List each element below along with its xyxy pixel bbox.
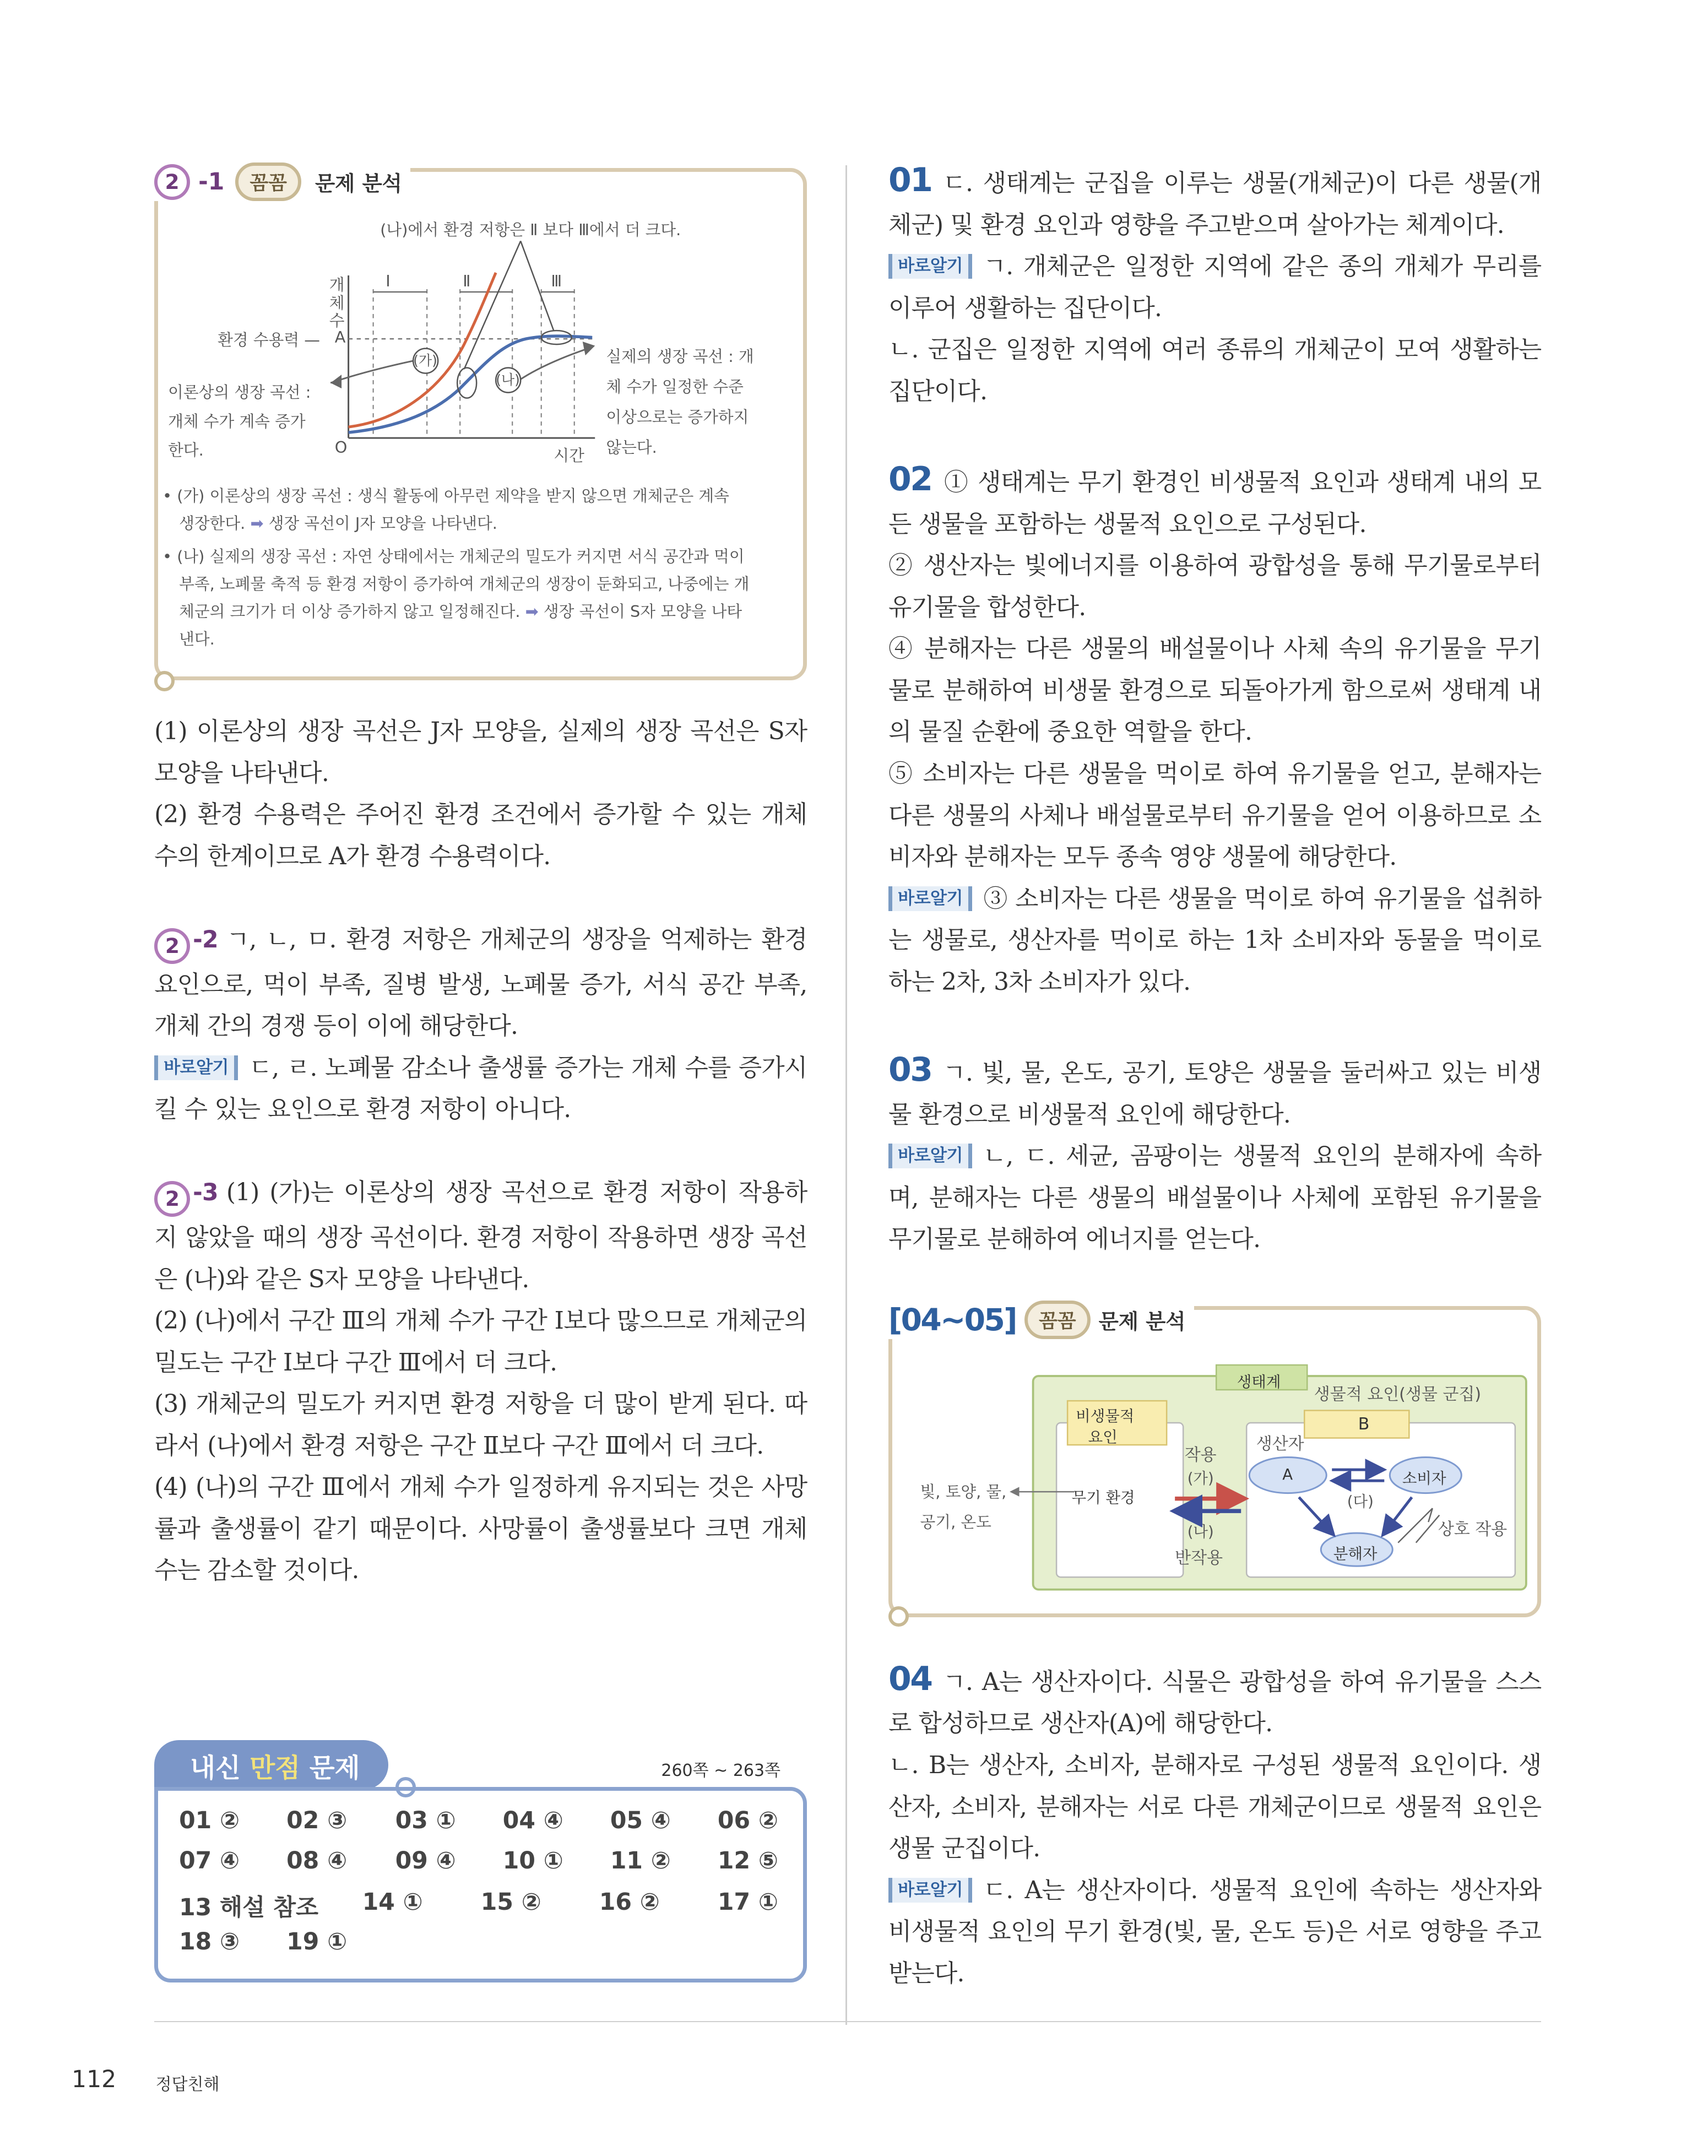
y-axis-label-3: 수 [329,311,345,331]
bullet-na-text-a: 체군의 크기가 더 이상 증가하지 않고 일정해진다. [179,602,520,621]
bullet-na-text-b: 생장 곡선이 S자 모양을 나타 [543,602,742,621]
question-number-badge: 2 [154,928,190,964]
y-axis-label-1: 개 [329,275,345,295]
consumer-label: 소비자 [1402,1469,1446,1487]
answer-04-baro-text: ㄷ. A는 생산자이다. 생물적 요인에 속하는 생산자와 비생물적 요인의 무기 환경(빛, 물, 온도 등)은 서로 영향을 주고받는다. [888,1876,1542,1987]
answer-2-3-1-text: (1) (가)는 이론상의 생장 곡선으로 환경 저항이 작용하지 않았을 때의 생장 곡선이다. 환경 저항이 작용하면 생장 곡선은 (나)와 같은 S자 모양을 나타낸다. [154,1178,807,1293]
answer-2-3-1 [154,1172,807,1300]
interval-3: Ⅲ [551,271,562,290]
naesin-title-a: 내신 [190,1753,250,1784]
answer-03-text: ㄱ. 빛, 물, 온도, 공기, 토양은 생물을 둘러싸고 있는 비생물 환경으로 비생물적 요인에 해당한다. [888,1059,1542,1129]
baro-badge: 바로알기 [888,1144,972,1168]
naesin-title [190,1747,360,1785]
analysis-box-04-05-header [888,1301,1194,1339]
bullet-ga [162,482,790,537]
arrow-icon: ➡ [245,514,269,533]
question-number: 03 [888,1050,932,1090]
answer-2-3-4: (4) (나)의 구간 Ⅲ에서 개체 수가 일정하게 유지되는 것은 사망률과 출생률이 같기 때문이다. 사망률이 출생률보다 크면 개체 수는 감소할 것이다. [154,1473,807,1585]
question-number-badge: 2 [154,1181,190,1217]
right-text-block-2 [888,1659,1541,1994]
answer-09: 09 ④ [395,1847,456,1875]
graph-top-annotation: (나)에서 환경 저항은 Ⅱ 보다 Ⅲ에서 더 크다. [380,220,681,240]
kkom-badge: 꼼꼼 [235,162,301,201]
x-axis-label: 시간 [554,446,584,465]
inorganic-label: 무기 환경 [1071,1488,1135,1507]
answer-02-2: ② 생산자는 빛에너지를 이용하여 광합성을 통해 무기물로부터 유기물을 합성한다. [888,551,1542,621]
answer-2-2-baro-text: ㄷ, ㄹ. 노폐물 감소나 출생률 증가는 개체 수를 증가시킬 수 있는 요인으로 환경 저항이 아니다. [154,1053,807,1124]
answer-2-1-2: (2) 환경 수용력은 주어진 환경 조건에서 증가할 수 있는 개체 수의 한계이므로 A가 환경 수용력이다. [154,800,807,870]
sources-label-2: 공기, 온도 [920,1512,991,1531]
da-label: (다) [1347,1493,1374,1511]
answer-02-baro-text: ③ 소비자는 다른 생물을 먹이로 하여 유기물을 섭취하는 생물로, 생산자를 먹이로 하는 1차 소비자와 동물을 먹이로 하는 2차, 3차 소비자가 있다. [888,884,1542,996]
producer-label: 생산자 [1256,1434,1304,1454]
abiotic-label-2: 요인 [1088,1428,1118,1446]
bullet-ga-line-2 [162,510,790,537]
naesin-header [154,1740,388,1790]
answer-01-text: ㄷ. 생태계는 군집을 이루는 생물(개체군)이 다른 생물(개체군) 및 환경 요인과 영향을 주고받으며 살아가는 체계이다. [888,169,1542,239]
box-dot [154,671,175,691]
ecosystem-label: 생태계 [1237,1373,1281,1391]
baro-badge: 바로알기 [888,1878,972,1903]
answer-19: 19 ① [286,1929,348,1956]
naesin-answer-box [154,1787,807,1982]
bullet-ga-line-1: • (가) 이론상의 생장 곡선 : 생식 활동에 아무런 제약을 받지 않으면 개체군은 계속 [162,486,729,506]
left-note-1: 이론상의 생장 곡선 : [168,383,311,402]
answer-04-1 [888,1659,1541,1745]
answer-04-text-1: ㄱ. A는 생산자이다. 식물은 광합성을 하여 유기물을 스스로 합성하므로 생산자(A)에 해당한다. [888,1667,1542,1738]
action-label: 작용 [1184,1445,1217,1465]
box-title: 문제 분석 [315,171,402,196]
na-label: (나) [1187,1523,1214,1541]
baro-badge: 바로알기 [888,254,972,279]
answer-18: 18 ③ [179,1929,240,1956]
answer-12: 12 ⑤ [717,1847,778,1875]
right-text-block-1 [888,160,1541,1260]
abiotic-label-1: 비생물적 [1076,1407,1135,1426]
bullet-na-line-1: • (나) 실제의 생장 곡선 : 자연 상태에서는 개체군의 밀도가 커지면 서식 공간과 먹이 [162,547,745,566]
answer-01-baro-text-1: ㄱ. 개체군은 일정한 지역에 같은 종의 개체가 무리를 이루어 생활하는 집단이다. [888,252,1542,322]
sources-label-1: 빛, 토양, 물, [920,1482,1007,1501]
question-number-badge: 2 [154,164,190,200]
ga-label: (가) [1187,1469,1214,1487]
baro-badge: 바로알기 [154,1055,238,1080]
right-note-1: 실제의 생장 곡선 : 개 [606,347,754,366]
right-note-2: 체 수가 일정한 수준 [606,377,744,397]
bullet-ga-text-b: 생장 곡선이 J자 모양을 나타낸다. [268,514,497,533]
answer-02-1 [888,459,1541,545]
answer-2-2-text: ㄱ, ㄴ, ㅁ. 환경 저항은 개체군의 생장을 억제하는 환경 요인으로, 먹이 부족, 질병 발생, 노폐물 증가, 서식 공간 부족, 개체 간의 경쟁 등이 이에 해당한다. [154,925,807,1041]
page-number: 112 [72,2066,117,2094]
answer-02-5: ⑤ 소비자는 다른 생물을 먹이로 하여 유기물을 얻고, 분해자는 다른 생물의 사체나 배설물로부터 유기물을 얻어 이용하므로 소비자와 분해자는 모두 종속 영양 생물에 해당한다. [888,760,1542,871]
answer-13: 13 해설 참조 [179,1894,319,1921]
bullet-na [162,543,790,653]
question-number: 01 [888,161,932,200]
box-label: [04~05] [888,1302,1016,1337]
bullet-na-line-4: 낸다. [179,630,215,649]
capacity-letter: A [334,328,346,347]
answer-15: 15 ② [480,1888,541,1916]
baro-badge: 바로알기 [888,886,972,911]
naesin-title-c: 문제 [300,1753,360,1784]
answer-02-4: ④ 분해자는 다른 생물의 배설물이나 사체 속의 유기물을 무기물로 분해하여 비생물 환경으로 되돌아가게 함으로써 생태계 내의 물질 순환에 중요한 역할을 한다. [888,635,1542,746]
box-title: 문제 분석 [1098,1309,1186,1334]
footer-title: 정답친해 [155,2074,220,2094]
origin-label: O [334,438,348,457]
answer-04-2: ㄴ. B는 생산자, 소비자, 분해자로 구성된 생물적 요인이다. 생산자, 소비자, 분해자는 서로 다른 개체군이므로 생물적 요인은 생물 군집이다. [888,1751,1542,1863]
right-note-4: 않는다. [606,438,657,457]
answer-07: 07 ④ [179,1847,240,1875]
naesin-pages: 260쪽 ~ 263쪽 [661,1760,781,1780]
reaction-label: 반작용 [1175,1548,1223,1568]
answer-03-baro-text: ㄴ, ㄷ. 세균, 곰팡이는 생물적 요인의 분해자에 속하며, 분해자는 다른 생물의 배설물이나 사체에 포함된 유기물을 무기물로 분해하여 에너지를 얻는다. [888,1142,1542,1254]
bullet-na-line-3 [162,598,790,625]
capacity-label: 환경 수용력 — [218,331,321,350]
box-dot [888,1606,909,1627]
answer-02-text-1: ① 생태계는 무기 환경인 비생물적 요인과 생태계 내의 모든 생물을 포함하는 생물적 요인으로 구성된다. [888,468,1542,538]
bullet-na-line-2: 부족, 노폐물 축적 등 환경 저항이 증가하여 개체군의 생장이 둔화되고, 나중에는 개 [179,575,750,594]
biotic-label: 생물적 요인(생물 군집) [1314,1384,1482,1404]
answer-01-baro-1 [888,246,1541,329]
answer-10: 10 ① [502,1847,563,1875]
question-sub-number: -2 [193,926,218,954]
column-divider [845,165,847,2025]
curve-label-na: (나) [496,372,520,388]
answer-03-main [888,1049,1541,1135]
arrow-icon: ➡ [520,602,544,621]
interaction-label: 상호 작용 [1438,1519,1508,1539]
answer-04: 04 ④ [502,1807,563,1835]
left-note-3: 한다. [168,441,204,460]
answer-2-3-2: (2) (나)에서 구간 Ⅲ의 개체 수가 구간 Ⅰ보다 많으므로 개체군의 밀도는 구간 Ⅰ보다 구간 Ⅲ에서 더 크다. [154,1307,807,1377]
answer-16: 16 ② [599,1888,660,1916]
answer-04-baro [888,1870,1541,1995]
analysis-box-2-1-header [154,162,410,201]
right-note-3: 이상으로는 증가하지 [606,408,749,427]
answer-05: 05 ④ [610,1807,671,1835]
interval-2: Ⅱ [463,271,471,290]
answer-01: 01 ② [179,1807,240,1835]
answer-08: 08 ④ [286,1847,348,1875]
answer-2-2 [154,919,807,1047]
question-number: 02 [888,460,932,499]
a-label: A [1282,1465,1293,1483]
answer-11: 11 ② [610,1847,671,1875]
answer-2-3-3: (3) 개체군의 밀도가 커지면 환경 저항을 더 많이 받게 된다. 따라서 (나)에서 환경 저항은 구간 Ⅱ보다 구간 Ⅲ에서 더 크다. [154,1390,807,1460]
answer-01-baro-2: ㄴ. 군집은 일정한 지역에 여러 종류의 개체군이 모여 생활하는 집단이다. [888,335,1542,405]
left-text-block [154,711,807,1591]
answer-01-main [888,160,1541,246]
answer-03-baro [888,1135,1541,1260]
question-sub-number: -1 [198,168,225,196]
left-note-2: 개체 수가 계속 증가 [168,411,306,431]
interval-1: Ⅰ [386,271,391,290]
answer-14: 14 ① [362,1888,423,1916]
question-sub-number: -3 [193,1179,218,1206]
b-label: B [1358,1415,1370,1434]
naesin-title-b: 만점 [250,1753,301,1784]
curve-label-ga: (가) [413,353,437,369]
question-number: 04 [888,1659,932,1698]
answer-17: 17 ① [717,1888,778,1916]
answer-02: 02 ③ [286,1807,348,1835]
answer-2-2-baro [154,1047,807,1130]
decomposer-label: 분해자 [1333,1545,1378,1563]
answer-2-1-1: (1) 이론상의 생장 곡선은 J자 모양을, 실제의 생장 곡선은 S자 모양을 나타낸다. [154,717,807,787]
answer-03: 03 ① [395,1807,456,1835]
answer-06: 06 ② [717,1807,778,1835]
bullet-ga-text-a: 생장한다. [179,514,246,533]
y-axis-label-2: 체 [329,293,345,312]
answer-02-baro [888,878,1541,1003]
kkom-badge: 꼼꼼 [1024,1301,1091,1339]
footer-rule [154,2021,1541,2023]
